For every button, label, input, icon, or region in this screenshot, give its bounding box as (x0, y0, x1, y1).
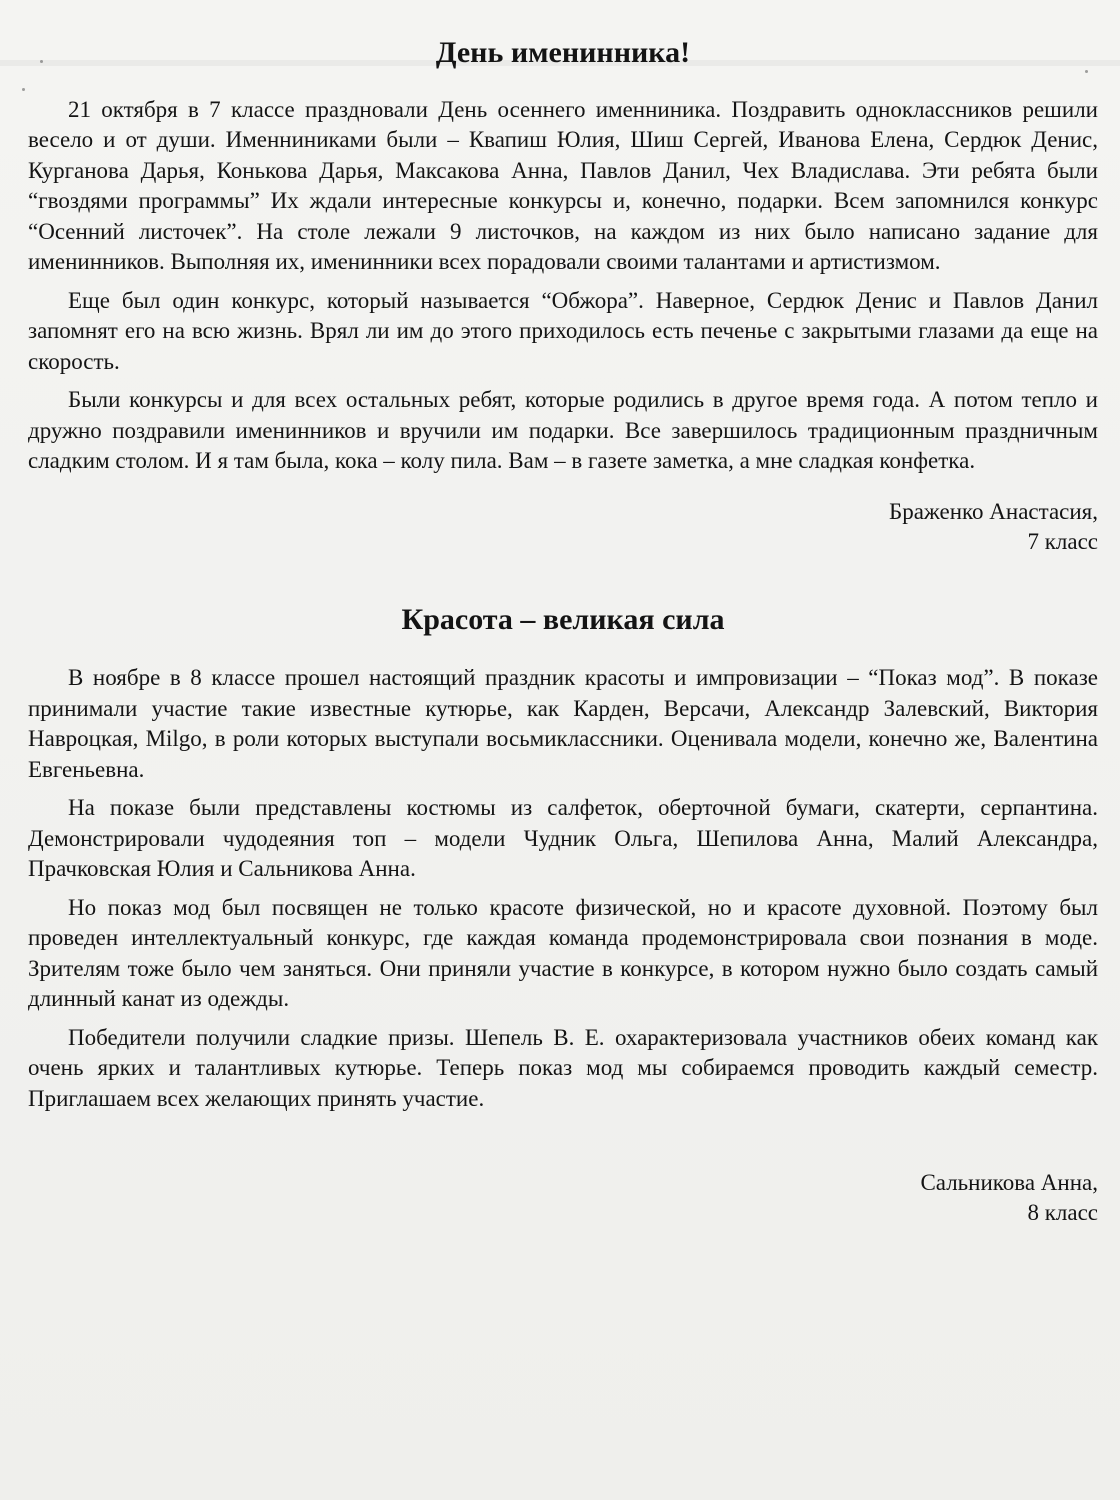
article-title: Красота – великая сила (401, 602, 725, 636)
page-content (28, 38, 1098, 1228)
article-title: День именинника! (435, 36, 691, 69)
author-class: 7 класс (1027, 528, 1098, 554)
author-signature (28, 1168, 1098, 1228)
article-paragraph: Еще был один конкурс, который называется “Обжора”. Наверное, Сердюк Денис и Павлов Данил запомнят его на всю жизнь. Врял ли им до этого приходилось есть печенье с закрытыми глазами да еще на скорость. (28, 287, 1098, 374)
scan-speck (22, 88, 25, 91)
article-paragraph: На показе были представлены костюмы из салфеток, оберточной бумаги, скатерти, серпантина. Демонстрировали чудодеяния топ – модели Чудник Ольга, Шепилова Анна, Малий Александра, Прачковская Юлия и Сальникова Анна. (28, 795, 1098, 881)
author-name: Сальникова Анна, (920, 1170, 1098, 1195)
article-paragraph: Победители получили сладкие призы. Шепель В. Е. охарактеризовала участников обеих команд как очень ярких и талантливых кутюрье. Теперь показ мод мы собираемся проводить каждый семестр. Приглашаем всех желающих принять участие. (28, 1024, 1098, 1111)
article-beauty (28, 602, 1098, 1229)
article-paragraph: В ноябре в 8 классе прошел настоящий праздник красоты и импровизации – “Показ мод”. В показе принимали участие такие известные кутюрье, как Карден, Версачи, Александр Залевский, Виктория Навроцкая, Milgo, в роли которых выступали восьмиклассники. Оценивала модели, конечно же, Валентина Евгеньевна. (28, 665, 1098, 782)
author-class: 8 класс (1027, 1200, 1098, 1225)
article-birthday (28, 38, 1098, 557)
article-paragraph: 21 октября в 7 классе праздновали День осеннего именниника. Поздравить одноклассников решили весело и от души. Именниниками были – Квапиш Юлия, Шиш Сергей, Иванова Елена, Сердюк Денис, Курганова Дарья, Конькова Дарья, Максакова Анна, Павлов Данил, Чех Владислава. Эти ребята были “гвоздями программы” Их ждали интересные конкурсы и, конечно, подарки. Всем запомнился конкурс “Осенний листочек”. На столе лежали 9 листочков, на каждом из них было написано задание для именинников. Выполняя их, именинники всех порадовали своими талантами и артистизмом. (28, 96, 1098, 274)
author-name: Браженко Анастасия, (889, 498, 1098, 524)
author-signature (28, 497, 1098, 557)
article-paragraph: Были конкурсы и для всех остальных ребят, которые родились в другое время года. А потом тепло и дружно поздравили именинников и вручили им подарки. Все завершилось традиционным праздничным сладким столом. И я там была, кока – колу пила. Вам – в газете заметка, а мне сладкая конфетка. (28, 387, 1098, 473)
article-paragraph: Но показ мод был посвящен не только красоте физической, но и красоте духовной. Поэтому был проведен интеллектуальный конкурс, где каждая команда продемонстрировала свои познания в моде. Зрителям тоже было чем заняться. Они приняли участие в конкурсе, в котором нужно было создать самый длинный канат из одежды. (28, 894, 1098, 1011)
